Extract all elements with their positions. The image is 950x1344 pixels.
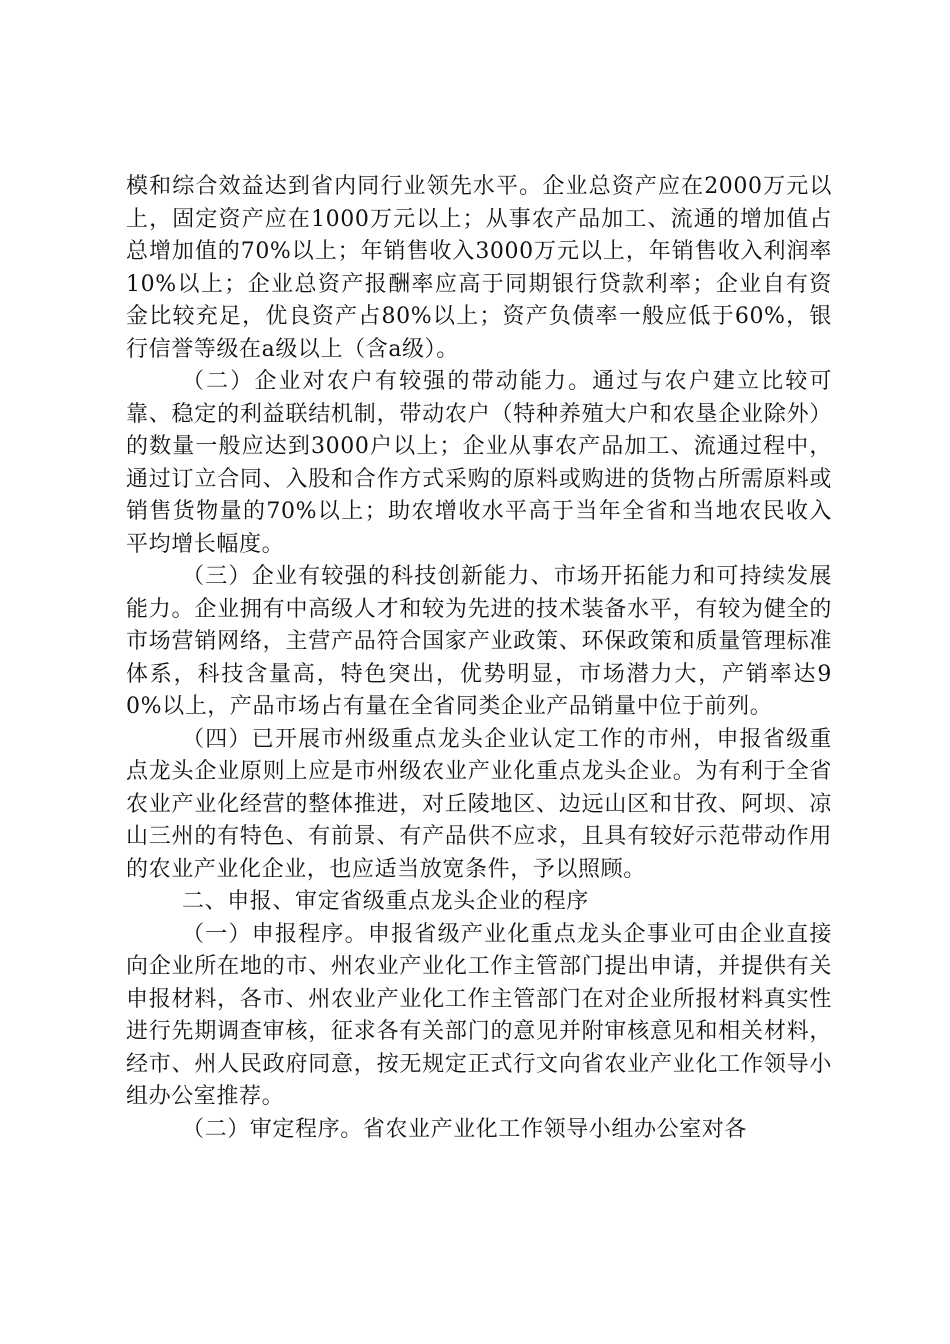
paragraph-application-procedure: （一）申报程序。申报省级产业化重点龙头企事业可由企业直接向企业所在地的市、州农业产业化工作主管部门提出申请，并提供有关申报材料，各市、州农业产业化工作主管部门在对企业所报材料真实性进行先期调查审核，征求各有关部门的意见并附审核意见和相关材料，经市、州人民政府同意，按无规定正式行文向省农业产业化工作领导小组办公室推荐。	[126, 921, 832, 1109]
paragraph-item-4: （四）已开展市州级重点龙头企业认定工作的市州，申报省级重点龙头企业原则上应是市州级农业产业化重点龙头企业。为有利于全省农业产业化经营的整体推进，对丘陵地区、边远山区和甘孜、阿坝、凉山三州的有特色、有前景、有产品供不应求，且具有较好示范带动作用的农业产业化企业，也应适当放宽条件，予以照顾。	[126, 726, 832, 882]
section-heading: 二、申报、审定省级重点龙头企业的程序	[182, 889, 589, 914]
paragraph-item-2: （二）企业对农户有较强的带动能力。通过与农户建立比较可靠、稳定的利益联结机制，带动农户（特种养殖大户和农垦企业除外）的数量一般应达到3000户以上；企业从事农产品加工、流通过程中，通过订立合同、入股和合作方式采购的原料或购进的货物占所需原料或销售货物量的70%以上；助农增收水平高于当年全省和当地农民收入平均增长幅度。	[126, 369, 832, 557]
paragraph-review-procedure: （二）审定程序。省农业产业化工作领导小组办公室对各	[182, 1116, 748, 1142]
paragraph-item-3: （三）企业有较强的科技创新能力、市场开拓能力和可持续发展能力。企业拥有中高级人才和较为先进的技术装备水平，有较为健全的市场营销网络，主营产品符合国家产业政策、环保政策和质量管理标准体系，科技含量高，特色突出，优势明显，市场潜力大，产销率达90%以上，产品市场占有量在全省同类企业产品销量中位于前列。	[126, 564, 832, 719]
document-body	[126, 171, 832, 1146]
paragraph-continuation: 模和综合效益达到省内同行业领先水平。企业总资产应在2000万元以上，固定资产应在1000万元以上；从事农产品加工、流通的增加值占总增加值的70%以上；年销售收入3000万元以上，年销售收入利润率10%以上；企业总资产报酬率应高于同期银行贷款利率；企业自有资金比较充足，优良资产占80%以上；资产负债率一般应低于60%，银行信誉等级在a级以上（含a级）。	[126, 174, 832, 362]
